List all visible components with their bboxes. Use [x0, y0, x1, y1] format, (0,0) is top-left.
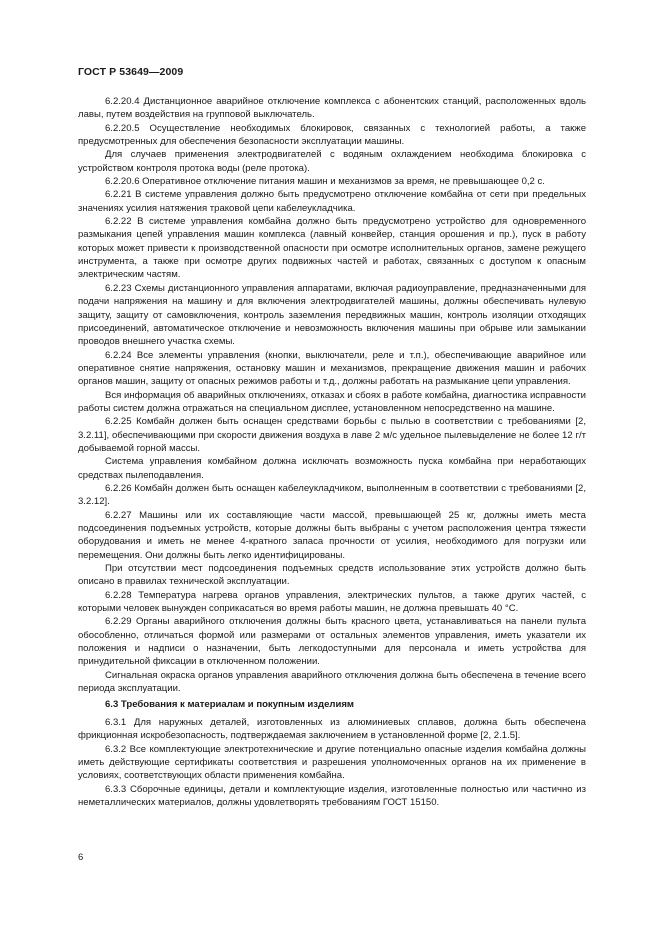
paragraph-6-2-25: 6.2.25 Комбайн должен быть оснащен средствами борьбы с пылью в соответствии с требованиями [2, 3.2.11], обеспечивающими при скорости движения воздуха в лаве 2 м/с удельное пылевыделение не более 12 г/т добываемой горной массы.	[78, 416, 586, 454]
paragraph-6-3-3: 6.3.3 Сборочные единицы, детали и комплектующие изделия, изготовленные полностью или частично из неметаллических материалов, должны удовлетворять требованиям ГОСТ 15150.	[78, 783, 586, 808]
paragraph-6-2-28: 6.2.28 Температура нагрева органов управления, электрических пультов, а также других частей, с которыми человек вынужден соприкасаться во время работы машин, не должна превышать 40 °С.	[78, 589, 586, 615]
paragraph-6-3-2: 6.3.2 Все комплектующие электротехнические и другие потенциально опасные изделия комбайна должны иметь действующие сертификаты соответствия и разрешения уполномоченных органов на их применение в условиях, соответствующих области применения комбайна.	[78, 743, 586, 782]
paragraph-6-2-20-5: 6.2.20.5 Осуществление необходимых блокировок, связанных с технологией работы, а также предусмотренных для обеспечения безопасности эксплуатации машины.	[78, 122, 586, 148]
paragraph-water-cooling: Для случаев применения электродвигателей с водяным охлаждением необходима блокировка с устройством контроля протока воды (реле протока).	[78, 149, 586, 174]
paragraph-signal-color: Сигнальная окраска органов управления аварийного отключения должна быть обеспечена в течение всего периода эксплуатации.	[78, 669, 586, 695]
paragraph-6-2-20-4: 6.2.20.4 Дистанционное аварийное отключение комплекса с абонентских станций, расположенных вдоль лавы, путем воздействия на групповой выключатель.	[78, 96, 586, 121]
section-heading-6-3: 6.3 Требования к материалам и покупным изделиям	[105, 699, 354, 711]
page-number: 6	[78, 852, 84, 863]
paragraph-6-2-22: 6.2.22 В системе управления комбайна должно быть предусмотрено устройство для одновременного размыкания цепей управления машин комплекса (лавный конвейер, станция орошения и пр.), пуск в работу которых может привести к производственной опасности при осмотре исполнительных органов, замене режущего инструмента, а также при осмотре других подвижных частей и работах, связанных с доступом к опасным электрическим частям.	[78, 216, 586, 281]
paragraph-lifting-devices: При отсутствии мест подсоединения подъемных средств использование этих устройств должно быть описано в правилах технической эксплуатации.	[78, 563, 586, 588]
paragraph-6-2-20-6: 6.2.20.6 Оперативное отключение питания машин и механизмов за время, не превышающее 0,2 с.	[105, 176, 545, 188]
paragraph-6-2-27: 6.2.27 Машины или их составляющие части массой, превышающей 25 кг, должны иметь места подсоединения подъемных устройств, которые должны быть выбраны с учетом расположения центра тяжести оборудования и иметь не менее 4-кратного запаса прочности от усилия, необходимого для погрузки или перемещения. Они должны быть легко идентифицированы.	[78, 509, 586, 561]
paragraph-6-2-24: 6.2.24 Все элементы управления (кнопки, выключатели, реле и т.п.), обеспечивающие аварийное или оперативное снятие напряжения, остановку машин и механизмов, прекращение движения машин и рабочих органов машин, защиту от опасных режимов работы и т.д., должны работать на размыкание цепи управления.	[78, 349, 586, 388]
paragraph-6-2-23: 6.2.23 Схемы дистанционного управления аппаратами, включая радиоуправление, предназначенными для подачи напряжения на машину и для включения электродвигателей машины, должны обеспечивать нулевую защиту, защиту от самовключения, контроль заземления передвижных машин, контроль изоляции отходящих присоединений, автоматическое отключение и невозможность включения машины при обрыве или замыкании проводов внешнего участка схемы.	[78, 282, 586, 348]
paragraph-6-3-1: 6.3.1 Для наружных деталей, изготовленных из алюминиевых сплавов, должна быть обеспечена фрикционная искробезопасность, подтверждаемая заключением в установленной форме [2, 2.1.5].	[78, 716, 586, 742]
paragraph-6-2-21: 6.2.21 В системе управления должно быть предусмотрено отключение комбайна от сети при предельных значениях усилия натяжения траковой цепи кабелеукладчика.	[78, 189, 586, 214]
document-header-title: ГОСТ Р 53649—2009	[78, 66, 184, 78]
paragraph-6-2-29: 6.2.29 Органы аварийного отключения должны быть красного цвета, устанавливаться на панели пульта обособленно, отличаться формой или размерами от остальных элементов управления, иметь указатели их положения и надписи о назначении, быть легкодоступными для персонала и иметь устройства для принудительной фиксации в отключенном положении.	[78, 616, 586, 668]
paragraph-diagnostics-display: Вся информация об аварийных отключениях, отказах и сбоях в работе комбайна, диагностика исправности работы систем должна отражаться на специальном дисплее, установленном непосредственно на машине.	[78, 389, 586, 414]
document-body	[78, 95, 586, 809]
paragraph-dust-suppression: Система управления комбайном должна исключать возможность пуска комбайна при неработающих средствах пылеподавления.	[78, 456, 586, 481]
paragraph-6-2-26: 6.2.26 Комбайн должен быть оснащен кабелеукладчиком, выполненным в соответствии с требованиями [2, 3.2.12].	[78, 482, 586, 508]
